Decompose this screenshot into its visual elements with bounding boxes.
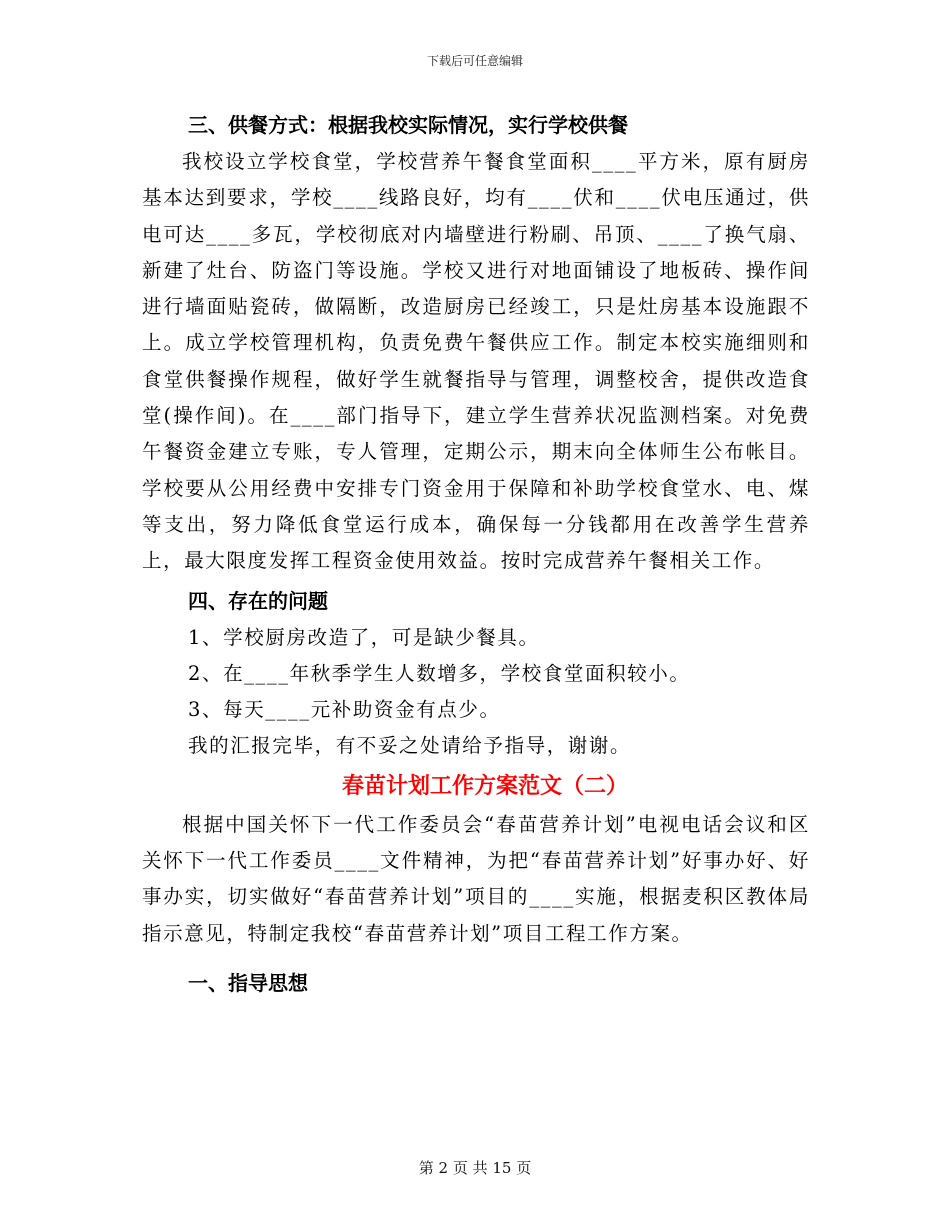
part2-section1-heading: 一、指导思想 [188,970,308,995]
document-body [142,108,810,1002]
problem-item-2: 2、在____年秋季学生人数增多，学校食堂面积较小。 [188,661,691,685]
problem-item-1: 1、学校厨房改造了，可是缺少餐具。 [188,625,540,649]
problem-item-3: 3、每天____元补助资金有点少。 [188,698,501,722]
page-header-note: 下载后可任意编辑 [426,54,523,68]
section4-heading: 四、存在的问题 [188,588,328,613]
section3-paragraph: 我校设立学校食堂，学校营养午餐食堂面积____平方米，原有厨房基本达到要求，学校____线路良好，均有____伏和____伏电压通过，供电可达____多瓦，学校彻底对内墙壁进行粉刷、吊顶、____了换气扇、新建了灶台、防盗门等设施。学校又进行对地面铺设了地板砖、操作间进行墙面贴瓷砖，做隔断，改造厨房已经竣工，只是灶房基本设施跟不上。成立学校管理机构，负责免费午餐供应工作。制定本校实施细则和食堂供餐操作规程，做好学生就餐指导与管理，调整校舍，提供改造食堂(操作间)。在____部门指导下，建立学生营养状况监测档案。对免费午餐资金建立专账，专人管理，定期公示，期末向全体师生公布帐目。学校要从公用经费中安排专门资金用于保障和补助学校食堂水、电、煤等支出，努力降低食堂运行成本，确保每一分钱都用在改善学生营养上，最大限度发挥工程资金使用效益。按时完成营养午餐相关工作。 [142,150,810,573]
part2-title: 春苗计划工作方案范文（二） [341,773,628,799]
part2-intro-paragraph: 根据中国关怀下一代工作委员会“春苗营养计划”电视电话会议和区关怀下一代工作委员____文件精神，为把“春苗营养计划”好事办好、好事办实，切实做好“春苗营养计划”项目的____实施，根据麦积区教体局指示意见，特制定我校“春苗营养计划”项目工程工作方案。 [142,812,810,945]
closing-remark: 我的汇报完毕，有不妥之处请给予指导，谢谢。 [188,734,632,758]
page-footer: 第 2 页 共 15 页 [418,1159,532,1177]
section3-heading: 三、供餐方式：根据我校实际情况，实行学校供餐 [188,113,628,137]
